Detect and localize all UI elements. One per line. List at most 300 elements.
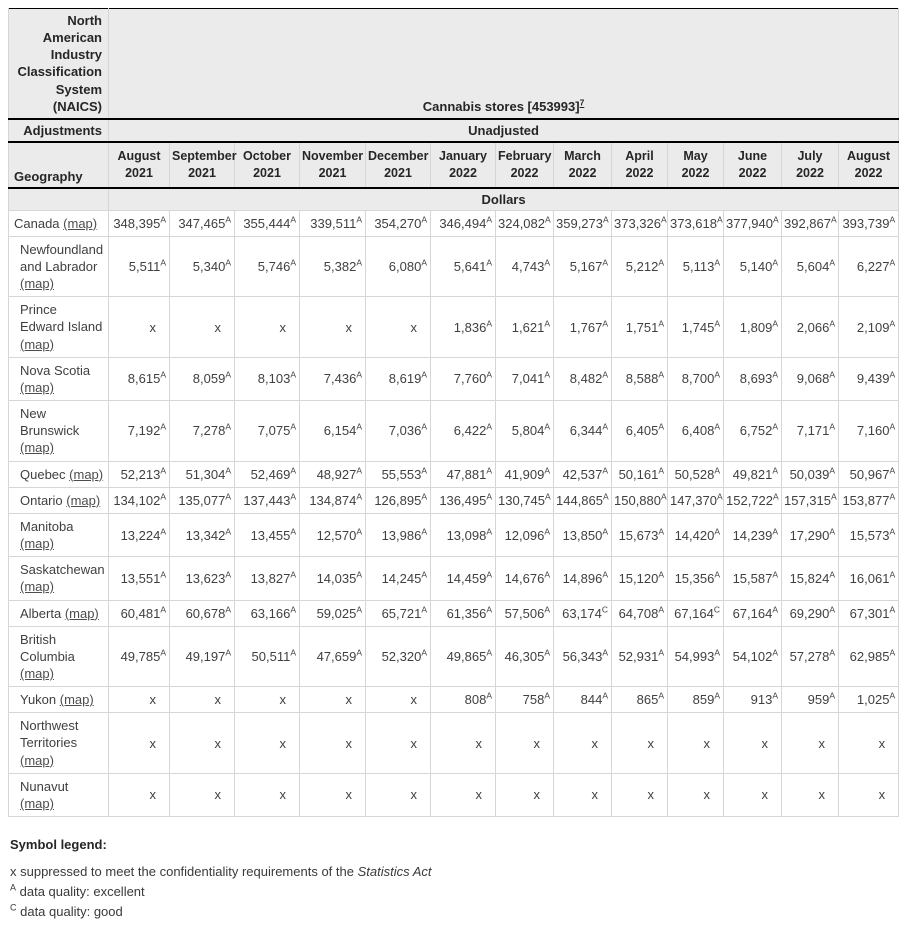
unit-row-spacer (9, 188, 109, 211)
value-cell: $8,615^A$ (109, 357, 170, 400)
value-cell: $48,927^A$ (300, 461, 366, 487)
data-quality-flag: A (602, 422, 608, 432)
map-link[interactable]: (map) (69, 466, 104, 482)
value-cell: $54,993^A$ (668, 626, 724, 686)
value-cell: $47,881^A$ (431, 461, 496, 487)
data-quality-flag: A (421, 465, 427, 476)
data-quality-flag: A (544, 422, 550, 432)
table-row (9, 713, 899, 773)
data-quality-flag: A (290, 526, 296, 537)
value-cell: $7,171^A$ (782, 401, 839, 461)
map-link[interactable]: (map) (20, 752, 54, 768)
data-quality-flag: A (829, 647, 835, 658)
value-cell: $56,343^A$ (554, 626, 612, 686)
value-cell: $47,659^A$ (300, 626, 366, 686)
data-quality-flag: A (829, 569, 835, 580)
data-quality-flag: A (160, 491, 166, 502)
table-row (9, 401, 899, 461)
value-cell: x (109, 687, 170, 713)
value-cell: $14,676^A$ (496, 557, 554, 600)
data-quality-flag: A (544, 647, 550, 658)
value-cell: $5,340^A$ (170, 236, 235, 296)
value-cell: $5,804^A$ (496, 401, 554, 461)
value-cell: $13,455^A$ (235, 513, 300, 556)
value-cell: x (431, 773, 496, 816)
data-quality-flag: A (714, 647, 720, 658)
value-cell: $913^A$ (724, 687, 782, 713)
geography-cell: Prince Edward Island (map) (9, 297, 109, 357)
geography-label: Geography (9, 142, 109, 188)
value-cell: $5,113^A$ (668, 236, 724, 296)
value-cell: $13,850^A$ (554, 513, 612, 556)
value-cell: $5,641^A$ (431, 236, 496, 296)
value-cell: $8,700^A$ (668, 357, 724, 400)
value-cell: $347,465^A$ (170, 210, 235, 236)
value-cell: x (366, 713, 431, 773)
data-quality-flag: A (658, 647, 664, 658)
symbol-legend (8, 837, 898, 921)
value-cell: $14,896^A$ (554, 557, 612, 600)
data-quality-flag: A (225, 569, 231, 580)
data-quality-flag: A (602, 647, 608, 658)
data-quality-flag: A (829, 422, 835, 432)
value-cell: $134,102^A$ (109, 487, 170, 513)
value-cell: $14,035^A$ (300, 557, 366, 600)
map-link[interactable]: (map) (63, 215, 98, 231)
value-cell: $6,405^A$ (612, 401, 668, 461)
value-cell: $6,154^A$ (300, 401, 366, 461)
value-cell: $50,039^A$ (782, 461, 839, 487)
map-link[interactable]: (map) (20, 379, 54, 395)
data-quality-flag: A (544, 690, 550, 701)
data-quality-flag: A (225, 647, 231, 658)
data-quality-flag: A (486, 214, 492, 225)
data-quality-flag: A (772, 526, 778, 537)
data-quality-flag: A (290, 647, 296, 658)
value-cell: $14,459^A$ (431, 557, 496, 600)
data-quality-flag: A (772, 690, 778, 701)
geography-cell: Nunavut (map) (9, 773, 109, 816)
geography-cell: Canada (map) (9, 210, 109, 236)
value-cell: x (724, 773, 782, 816)
value-cell: $393,739^A$ (839, 210, 899, 236)
value-cell: $50,511^A$ (235, 626, 300, 686)
data-quality-flag: A (714, 370, 720, 381)
table-row (9, 513, 899, 556)
value-cell: $57,278^A$ (782, 626, 839, 686)
legend-item: $^C$ data quality: good (10, 902, 123, 919)
value-cell: $54,102^A$ (724, 626, 782, 686)
value-cell: $41,909^A$ (496, 461, 554, 487)
naics-value (109, 9, 899, 119)
data-quality-flag: A (290, 491, 296, 502)
geography-cell: Northwest Territories (map) (9, 713, 109, 773)
data-quality-flag: A (889, 214, 896, 225)
data-quality-flag: A (544, 569, 550, 580)
data-quality-flag: A (658, 257, 664, 268)
value-cell: $67,164^A$ (724, 600, 782, 626)
data-quality-flag: A (160, 526, 166, 537)
value-cell: x (366, 297, 431, 357)
value-cell: $59,025^A$ (300, 600, 366, 626)
value-cell: x (235, 713, 300, 773)
data-quality-flag: A (486, 491, 492, 502)
data-quality-flag: A (714, 690, 720, 701)
value-cell: $42,537^A$ (554, 461, 612, 487)
value-cell: $14,245^A$ (366, 557, 431, 600)
value-cell: $152,722^A$ (724, 487, 782, 513)
value-cell: x (612, 773, 668, 816)
value-cell: x (109, 713, 170, 773)
value-cell: $2,066^A$ (782, 297, 839, 357)
value-cell: $346,494^A$ (431, 210, 496, 236)
data-table (8, 8, 899, 817)
value-cell: $55,553^A$ (366, 461, 431, 487)
value-cell: $5,746^A$ (235, 236, 300, 296)
value-cell: $377,940^A$ (724, 210, 782, 236)
data-quality-flag: A (602, 526, 608, 537)
data-quality-flag: A (545, 491, 551, 502)
data-quality-flag: A (421, 604, 427, 615)
column-header-month: November 2021 (300, 142, 366, 188)
value-cell: $7,192^A$ (109, 401, 170, 461)
data-quality-flag: A (225, 257, 231, 268)
data-quality-flag: A (602, 318, 608, 329)
table-row (9, 236, 899, 296)
value-cell: $5,167^A$ (554, 236, 612, 296)
data-quality-flag: A (602, 257, 608, 268)
value-cell: x (782, 773, 839, 816)
value-cell: $7,075^A$ (235, 401, 300, 461)
table-row (9, 297, 899, 357)
value-cell: x (235, 297, 300, 357)
data-quality-flag: A (486, 465, 492, 476)
value-cell: $13,224^A$ (109, 513, 170, 556)
map-link[interactable]: (map) (59, 692, 94, 708)
value-cell: $9,439^A$ (839, 357, 899, 400)
data-quality-flag: A (658, 370, 664, 381)
map-link[interactable]: (map) (20, 795, 54, 811)
data-quality-flag: A (772, 318, 778, 329)
value-cell: $67,164^C$ (668, 600, 724, 626)
value-cell: $7,278^A$ (170, 401, 235, 461)
data-quality-flag: A (602, 569, 608, 580)
data-quality-flag: A (356, 647, 362, 658)
map-link[interactable]: (map) (20, 276, 54, 292)
value-cell: $63,166^A$ (235, 600, 300, 626)
data-quality-flag: A (356, 604, 362, 615)
data-quality-flag: A (290, 569, 296, 580)
data-quality-flag: A (829, 370, 835, 381)
column-header-month: May 2022 (668, 142, 724, 188)
value-cell: $5,140^A$ (724, 236, 782, 296)
data-quality-flag: A (717, 214, 723, 225)
value-cell: x (839, 713, 899, 773)
value-cell: $135,077^A$ (170, 487, 235, 513)
value-cell: x (170, 713, 235, 773)
data-quality-flag: A (544, 526, 550, 537)
value-cell: $4,743^A$ (496, 236, 554, 296)
data-quality-flag: A (486, 604, 492, 615)
data-quality-flag: A (714, 422, 720, 432)
data-quality-flag: A (160, 422, 166, 432)
value-cell: x (431, 713, 496, 773)
value-cell: $1,745^A$ (668, 297, 724, 357)
value-cell: $15,824^A$ (782, 557, 839, 600)
value-cell: $52,213^A$ (109, 461, 170, 487)
column-header-row (9, 142, 899, 188)
value-cell: $50,161^A$ (612, 461, 668, 487)
data-quality-flag: A (714, 569, 720, 580)
data-quality-flag: A (602, 465, 608, 476)
value-cell: $844^A$ (554, 687, 612, 713)
data-quality-flag: A (602, 690, 608, 701)
data-quality-flag: A (421, 491, 427, 502)
value-cell: $60,678^A$ (170, 600, 235, 626)
value-cell: x (668, 773, 724, 816)
column-header-month: December 2021 (366, 142, 431, 188)
data-quality-flag: A (889, 647, 896, 658)
value-cell: x (839, 773, 899, 816)
value-cell: x (170, 687, 235, 713)
column-header-month: August 2021 (109, 142, 170, 188)
data-quality-flag: A (661, 491, 667, 502)
value-cell: $15,573^A$ (839, 513, 899, 556)
data-quality-flag: A (603, 491, 609, 502)
data-quality-flag: A (889, 257, 896, 268)
value-cell: $8,059^A$ (170, 357, 235, 400)
value-cell: $12,570^A$ (300, 513, 366, 556)
data-quality-flag: A (889, 422, 896, 432)
value-cell: $150,880^A$ (612, 487, 668, 513)
column-header-month: October 2021 (235, 142, 300, 188)
geography-cell: Nova Scotia (map) (9, 357, 109, 400)
value-cell: $8,482^A$ (554, 357, 612, 400)
data-quality-flag: A (772, 569, 778, 580)
value-cell: $126,895^A$ (366, 487, 431, 513)
data-quality-flag: A (225, 214, 231, 225)
value-cell: $6,227^A$ (839, 236, 899, 296)
value-cell: $5,604^A$ (782, 236, 839, 296)
table-row (9, 461, 899, 487)
value-cell: $147,370^A$ (668, 487, 724, 513)
data-quality-flag: A (421, 257, 427, 268)
data-quality-flag: A (544, 370, 550, 381)
value-cell: $1,025^A$ (839, 687, 899, 713)
column-header-month: February 2022 (496, 142, 554, 188)
value-cell: x (366, 687, 431, 713)
data-quality-flag: A (290, 465, 296, 476)
map-link[interactable]: (map) (64, 605, 99, 621)
data-quality-flag: A (889, 604, 896, 615)
data-quality-flag: A (160, 214, 166, 225)
value-cell: $7,036^A$ (366, 401, 431, 461)
legend-item: $^A$ data quality: excellent (10, 882, 145, 899)
map-link[interactable]: (map) (20, 336, 54, 352)
geography-cell: Ontario (map) (9, 487, 109, 513)
value-cell: $13,551^A$ (109, 557, 170, 600)
value-cell: $157,315^A$ (782, 487, 839, 513)
value-cell: $859^A$ (668, 687, 724, 713)
value-cell: x (300, 713, 366, 773)
value-cell: $49,785^A$ (109, 626, 170, 686)
data-quality-flag: A (421, 569, 427, 580)
value-cell: x (235, 773, 300, 816)
column-header-month: April 2022 (612, 142, 668, 188)
value-cell: $13,827^A$ (235, 557, 300, 600)
data-quality-flag: A (160, 569, 166, 580)
geography-cell: New Brunswick (map) (9, 401, 109, 461)
data-quality-flag: A (225, 370, 231, 381)
value-cell: $5,511^A$ (109, 236, 170, 296)
data-quality-flag: A (773, 214, 779, 225)
map-link[interactable]: (map) (66, 492, 101, 508)
value-cell: $15,587^A$ (724, 557, 782, 600)
column-header-month: July 2022 (782, 142, 839, 188)
data-quality-flag: A (658, 690, 664, 701)
data-quality-flag: A (160, 647, 166, 658)
data-quality-flag: A (714, 465, 720, 476)
data-quality-flag: A (889, 491, 896, 502)
value-cell: x (300, 687, 366, 713)
data-quality-flag: A (544, 318, 550, 329)
value-cell: $1,751^A$ (612, 297, 668, 357)
value-cell: $7,436^A$ (300, 357, 366, 400)
value-cell: $339,511^A$ (300, 210, 366, 236)
value-cell: $8,693^A$ (724, 357, 782, 400)
data-quality-flag: A (290, 370, 296, 381)
data-quality-flag: A (829, 526, 835, 537)
value-cell: $49,865^A$ (431, 626, 496, 686)
data-quality-flag: A (714, 318, 720, 329)
data-quality-flag: A (160, 257, 166, 268)
value-cell: $9,068^A$ (782, 357, 839, 400)
adjustments-label: Adjustments (9, 119, 109, 142)
adjustments-value: Unadjusted (109, 119, 899, 142)
naics-row (9, 9, 899, 119)
value-cell: $808^A$ (431, 687, 496, 713)
naics-value-text: Cannabis stores [453993] (422, 98, 580, 114)
value-cell: $50,528^A$ (668, 461, 724, 487)
value-cell: $5,212^A$ (612, 236, 668, 296)
value-cell: $46,305^A$ (496, 626, 554, 686)
value-cell: $57,506^A$ (496, 600, 554, 626)
data-quality-flag: A (658, 318, 664, 329)
value-cell: x (496, 713, 554, 773)
table-row (9, 557, 899, 600)
data-quality-flag: A (356, 569, 362, 580)
geography-cell: Quebec (map) (9, 461, 109, 487)
column-header-month: August 2022 (839, 142, 899, 188)
data-quality-flag: A (486, 569, 492, 580)
data-quality-flag: A (544, 604, 550, 615)
table-row (9, 600, 899, 626)
data-quality-flag: A (772, 647, 778, 658)
data-quality-flag: A (889, 690, 896, 701)
value-cell: $69,290^A$ (782, 600, 839, 626)
data-quality-flag: A (160, 370, 166, 381)
data-quality-flag: A (356, 465, 362, 476)
value-cell: x (554, 713, 612, 773)
data-quality-flag: A (772, 465, 778, 476)
data-quality-flag: A (486, 318, 492, 329)
value-cell: $1,836^A$ (431, 297, 496, 357)
value-cell: $7,760^A$ (431, 357, 496, 400)
data-quality-flag: A (602, 370, 608, 381)
value-cell: $1,621^A$ (496, 297, 554, 357)
value-cell: x (612, 713, 668, 773)
data-quality-flag: A (772, 422, 778, 432)
data-quality-flag: A (714, 526, 720, 537)
value-cell: x (109, 773, 170, 816)
footnote-7-link[interactable]: 7 (579, 97, 585, 108)
column-header-month: September 2021 (170, 142, 235, 188)
value-cell: $52,320^A$ (366, 626, 431, 686)
value-cell: $136,495^A$ (431, 487, 496, 513)
data-quality-flag: A (225, 491, 231, 502)
value-cell: $153,877^A$ (839, 487, 899, 513)
value-cell: $373,618^A$ (668, 210, 724, 236)
table-row (9, 487, 899, 513)
value-cell: $8,103^A$ (235, 357, 300, 400)
map-link[interactable]: (map) (20, 440, 54, 456)
data-quality-flag: A (772, 370, 778, 381)
data-quality-flag: A (544, 465, 550, 476)
data-quality-flag: A (421, 214, 427, 225)
value-cell: $359,273^A$ (554, 210, 612, 236)
value-cell: $392,867^A$ (782, 210, 839, 236)
value-cell: $355,444^A$ (235, 210, 300, 236)
legend-title: Symbol legend: (10, 837, 107, 853)
data-quality-flag: A (603, 214, 609, 225)
data-quality-flag: A (658, 422, 664, 432)
data-quality-flag: A (356, 526, 362, 537)
data-quality-flag: A (356, 257, 362, 268)
adjustments-row (9, 119, 899, 142)
data-quality-flag: A (486, 526, 492, 537)
value-cell: $63,174^C$ (554, 600, 612, 626)
data-quality-flag: A (486, 257, 492, 268)
geography-cell: Yukon (map) (9, 687, 109, 713)
value-cell: $7,160^A$ (839, 401, 899, 461)
data-quality-flag: C (713, 604, 720, 615)
value-cell: $959^A$ (782, 687, 839, 713)
table-row (9, 210, 899, 236)
value-cell: $12,096^A$ (496, 513, 554, 556)
data-quality-flag: A (544, 257, 550, 268)
unit-row (9, 188, 899, 211)
data-quality-flag: A (160, 604, 166, 615)
geography-cell: Manitoba (map) (9, 513, 109, 556)
table-row (9, 773, 899, 816)
data-quality-flag: A (831, 491, 837, 502)
map-link[interactable]: (map) (20, 665, 54, 681)
map-link[interactable]: (map) (20, 536, 54, 552)
data-quality-flag: A (658, 465, 664, 476)
data-quality-flag: A (714, 257, 720, 268)
value-cell: $64,708^A$ (612, 600, 668, 626)
map-link[interactable]: (map) (20, 579, 54, 595)
value-cell: $7,041^A$ (496, 357, 554, 400)
value-cell: $60,481^A$ (109, 600, 170, 626)
value-cell: $324,082^A$ (496, 210, 554, 236)
column-header-month: June 2022 (724, 142, 782, 188)
data-quality-flag: A (225, 526, 231, 537)
value-cell: x (668, 713, 724, 773)
data-quality-flag: A (290, 214, 296, 225)
value-cell: $8,588^A$ (612, 357, 668, 400)
value-cell: $51,304^A$ (170, 461, 235, 487)
